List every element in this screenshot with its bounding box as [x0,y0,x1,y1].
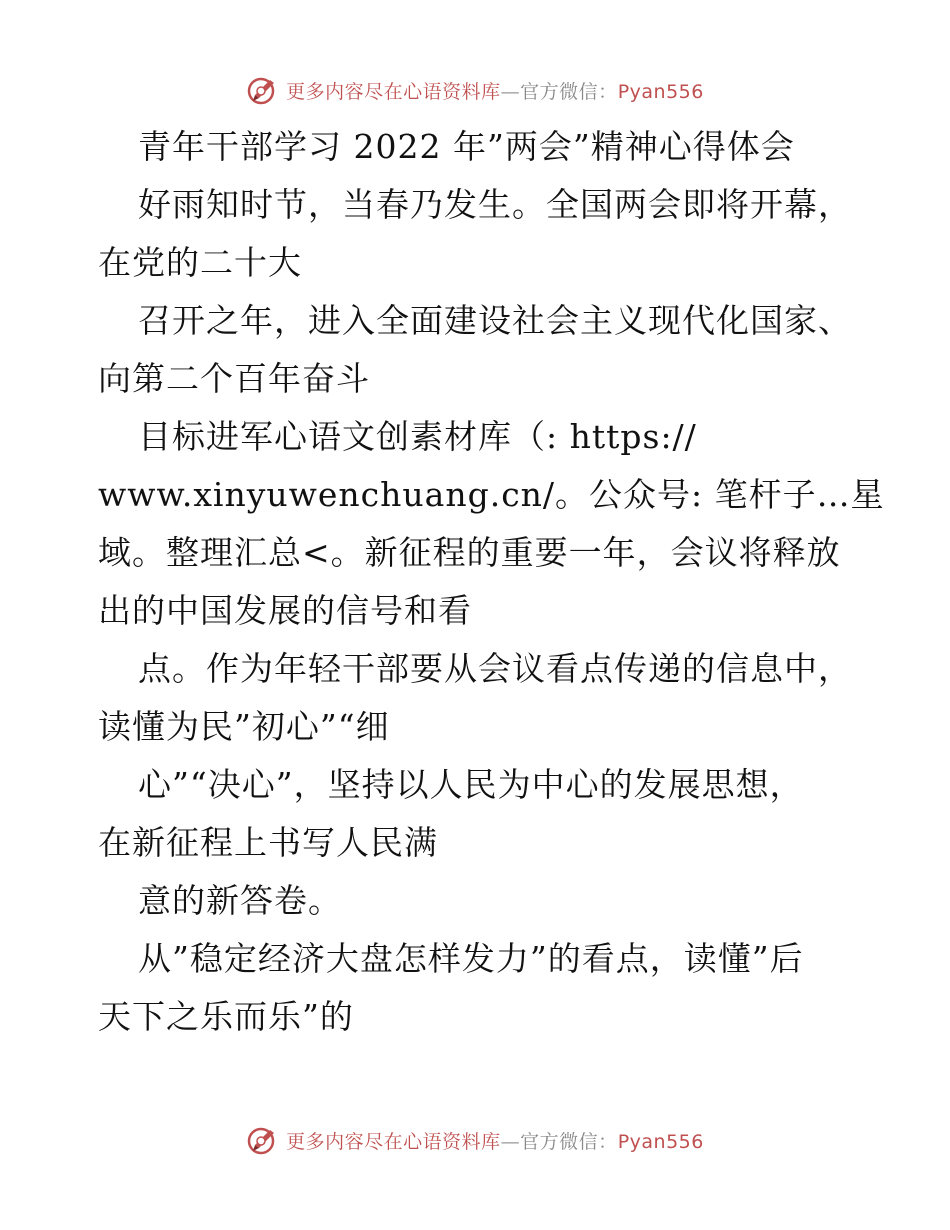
banner-main-text: 更多内容尽在心语资料库 [286,80,501,103]
banner-dash: — [500,80,521,103]
paragraph-line: 目标进军心语文创素材库（: https:// [138,417,697,456]
paragraph-line: 在新征程上书写人民满 [98,823,438,862]
banner-main-text: 更多内容尽在心语资料库 [286,1130,501,1153]
paragraph-line: 天下之乐而乐”的 [98,997,354,1036]
banner-wechat-label: 官方微信： [520,1130,618,1153]
banner-dash: — [500,1130,521,1153]
header-banner [0,70,950,110]
banner-content [246,1123,704,1157]
paragraph-line: 在党的二十大 [98,243,302,282]
paragraph-line: 意的新答卷。 [138,881,342,920]
banner-text [286,1127,704,1154]
paragraph-line: 出的中国发展的信号和看 [98,591,472,630]
banner-content [246,73,704,107]
paragraph-line: www.xinyuwenchuang.cn/。公众号: 笔杆子…星 [98,475,885,514]
paragraph-line: 从”稳定经济大盘怎样发力”的看点，读懂”后 [138,939,804,978]
paragraph-line: 点。作为年轻干部要从会议看点传递的信息中， [138,649,852,688]
banner-text [286,77,704,104]
paragraph-line: 域。整理汇总<。新征程的重要一年，会议将释放 [98,533,841,572]
banner-wechat-label: 官方微信： [520,80,618,103]
banner-wechat-id: Pyan556 [617,1130,704,1153]
paragraph-line: 心”“决心”，坚持以人民为中心的发展思想， [138,765,804,804]
paragraph-line: 读懂为民”初心”“细 [98,707,390,746]
logo-pen-icon [246,73,280,107]
document-title: 青年干部学习 2022 年”两会”精神心得体会 [138,127,795,166]
paragraph-line: 召开之年，进入全面建设社会主义现代化国家、 [138,301,852,340]
document-body [98,118,885,1046]
paragraph-line: 向第二个百年奋斗 [98,359,370,398]
logo-pen-icon [246,1123,280,1157]
banner-wechat-id: Pyan556 [617,80,704,103]
footer-banner [0,1120,950,1160]
paragraph-line: 好雨知时节，当春乃发生。全国两会即将开幕， [138,185,852,224]
